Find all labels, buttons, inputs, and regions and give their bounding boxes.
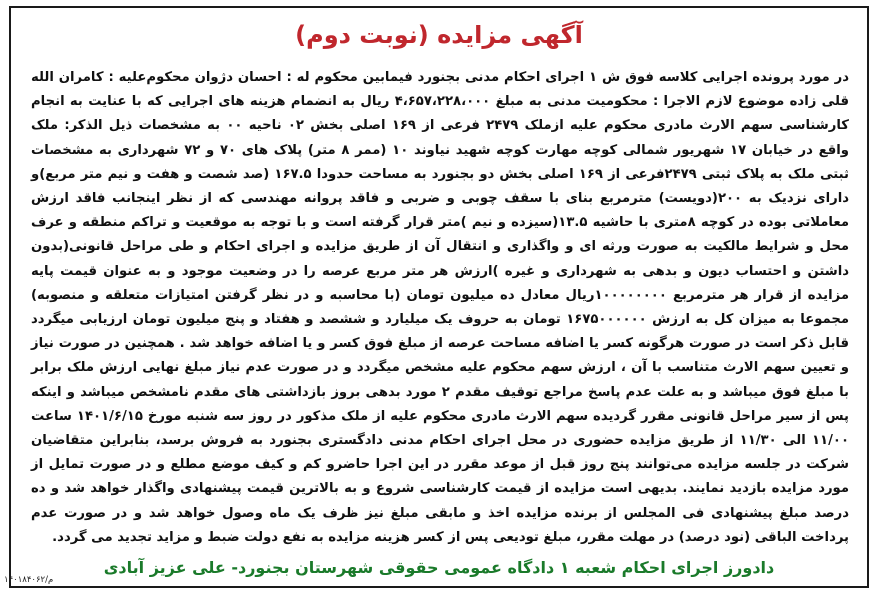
notice-signature: دادورز اجرای احکام شعبه ۱ دادگاه عمومی حقوقی شهرستان بجنورد- علی عزیز آبادی [103,558,775,577]
reference-code: م/۱۴۰۱۸۴۰۶۲ [4,575,54,585]
notice-frame [9,6,869,588]
notice-title: آگهی مزایده (نوبت دوم) [295,21,583,49]
notice-body: در مورد پرونده اجرایی کلاسه فوق ش ۱ اجرای احکام مدنی بجنورد فیمابین محکوم له : احسان دژوان محکوم‌علیه : کامران الله قلی زاده موضوع لازم الاجرا : محکومیت مدنی به مبلغ ۴،۶۵۷،۲۲۸،۰۰۰ ریال به انضمام هزینه های اجرایی که با عنایت به انجام کارشناسی سهم الارث مادری محکوم علیه ازملک ۲۴۷۹ فرعی از ۱۶۹ اصلی بخش ۰۲ ناحیه ۰۰ به مشخصات ذیل الذکر: ملک واقع در خیابان ۱۷ شهریور شمالی کوچه مهارت کوچه شهید نیاوند ۱۰ (ممر ۸ متر) پلاک های ۷۰ و ۷۲ شهرداری به مشخصات ثبتی ملک به پلاک ثبتی ۲۴۷۹فرعی از ۱۶۹ اصلی بخش دو بجنورد به مساحت حدودا ۱۶۷.۵ (صد شصت و هفت و نیم متر مربع)و دارای نزدیک به ۲۰۰(دویست) مترمربع بنای با سقف چوبی و ضربی و فاقد پروانه مهندسی که از نظر اینجانب فاقد ارزش معاملاتی بوده در کوچه ۸متری با حاشیه ۱۳.۵(سیزده و نیم )متر قرار گرفته است و با توجه به موقعیت و تراکم منطقه و عرف محل و شرایط مالکیت به صورت ورثه ای و واگذاری و انتقال آن از طریق مزایده و اجرای احکام و طی مراحل قانونی(بدون داشتن و احتساب دیون و بدهی به شهرداری و غیره )ارزش هر متر مربع عرصه را در وضعیت موجود و به عنوان قیمت پایه مزایده از قرار هر مترمربع ۱۰۰۰۰۰۰۰۰ریال معادل ده میلیون تومان (با محاسبه و در نظر گرفتن امتیازات متعلقه و منصوبه) مجموعا به میزان کل به ارزش ۱۶۷۵۰۰۰۰۰۰ تومان به حروف یک میلیارد و ششصد و هفتاد و پنج میلیون تومان ارزیابی میگردد قابل ذکر است در صورت هرگونه کسر یا اضافه مساحت عرصه از مبلغ فوق کسر و یا اضافه خواهد شد . همچنین در صورت نیاز و تعیین سهم الارث متناسب با آن ، ارزش سهم محکوم علیه مشخص میگردد و در صورت عدم نیاز مبلغ نهایی ارزش ملک برابر با مبلغ فوق میباشد و به علت عدم پاسخ مراجع توقیف مقدم ۲ مورد بدهی بروز بازداشتی های مقدم نامشخص میباشد و اینکه پس از سیر مراحل قانونی مقرر گردیده سهم الارث مادری محکوم علیه از ملک مذکور در روز سه شنبه مورخ ۱۴۰۱/۶/۱۵ ساعت ۱۱/۰۰ الی ۱۱/۳۰ از طریق مزایده حضوری در محل اجرای احکام مدنی دادگستری بجنورد به فروش برسد، بنابراین متقاضیان شرکت در جلسه مزایده می‌توانند پنج روز قبل از موعد مقرر در این اجرا حاضرو کم و کیف موضع مطلع و در صورت تمایل از مورد مزایده بازدید نمایند. بدیهی است مزایده از قیمت کارشناسی شروع و به بالاترین قیمت پیشنهادی واگذار خواهد شد و ده درصد مبلغ پیشنهادی فی المجلس از برنده مزایده اخذ و مابقی مبلغ نیز ظرف یک ماه وصول خواهد شد و در صورت عدم پرداخت الباقی (نود درصد) در مهلت مقرر، مبلغ تودیعی پس از کسر هزینه مزایده به نفع دولت ضبط و مزاید تجدید می گردد. [31,70,850,545]
